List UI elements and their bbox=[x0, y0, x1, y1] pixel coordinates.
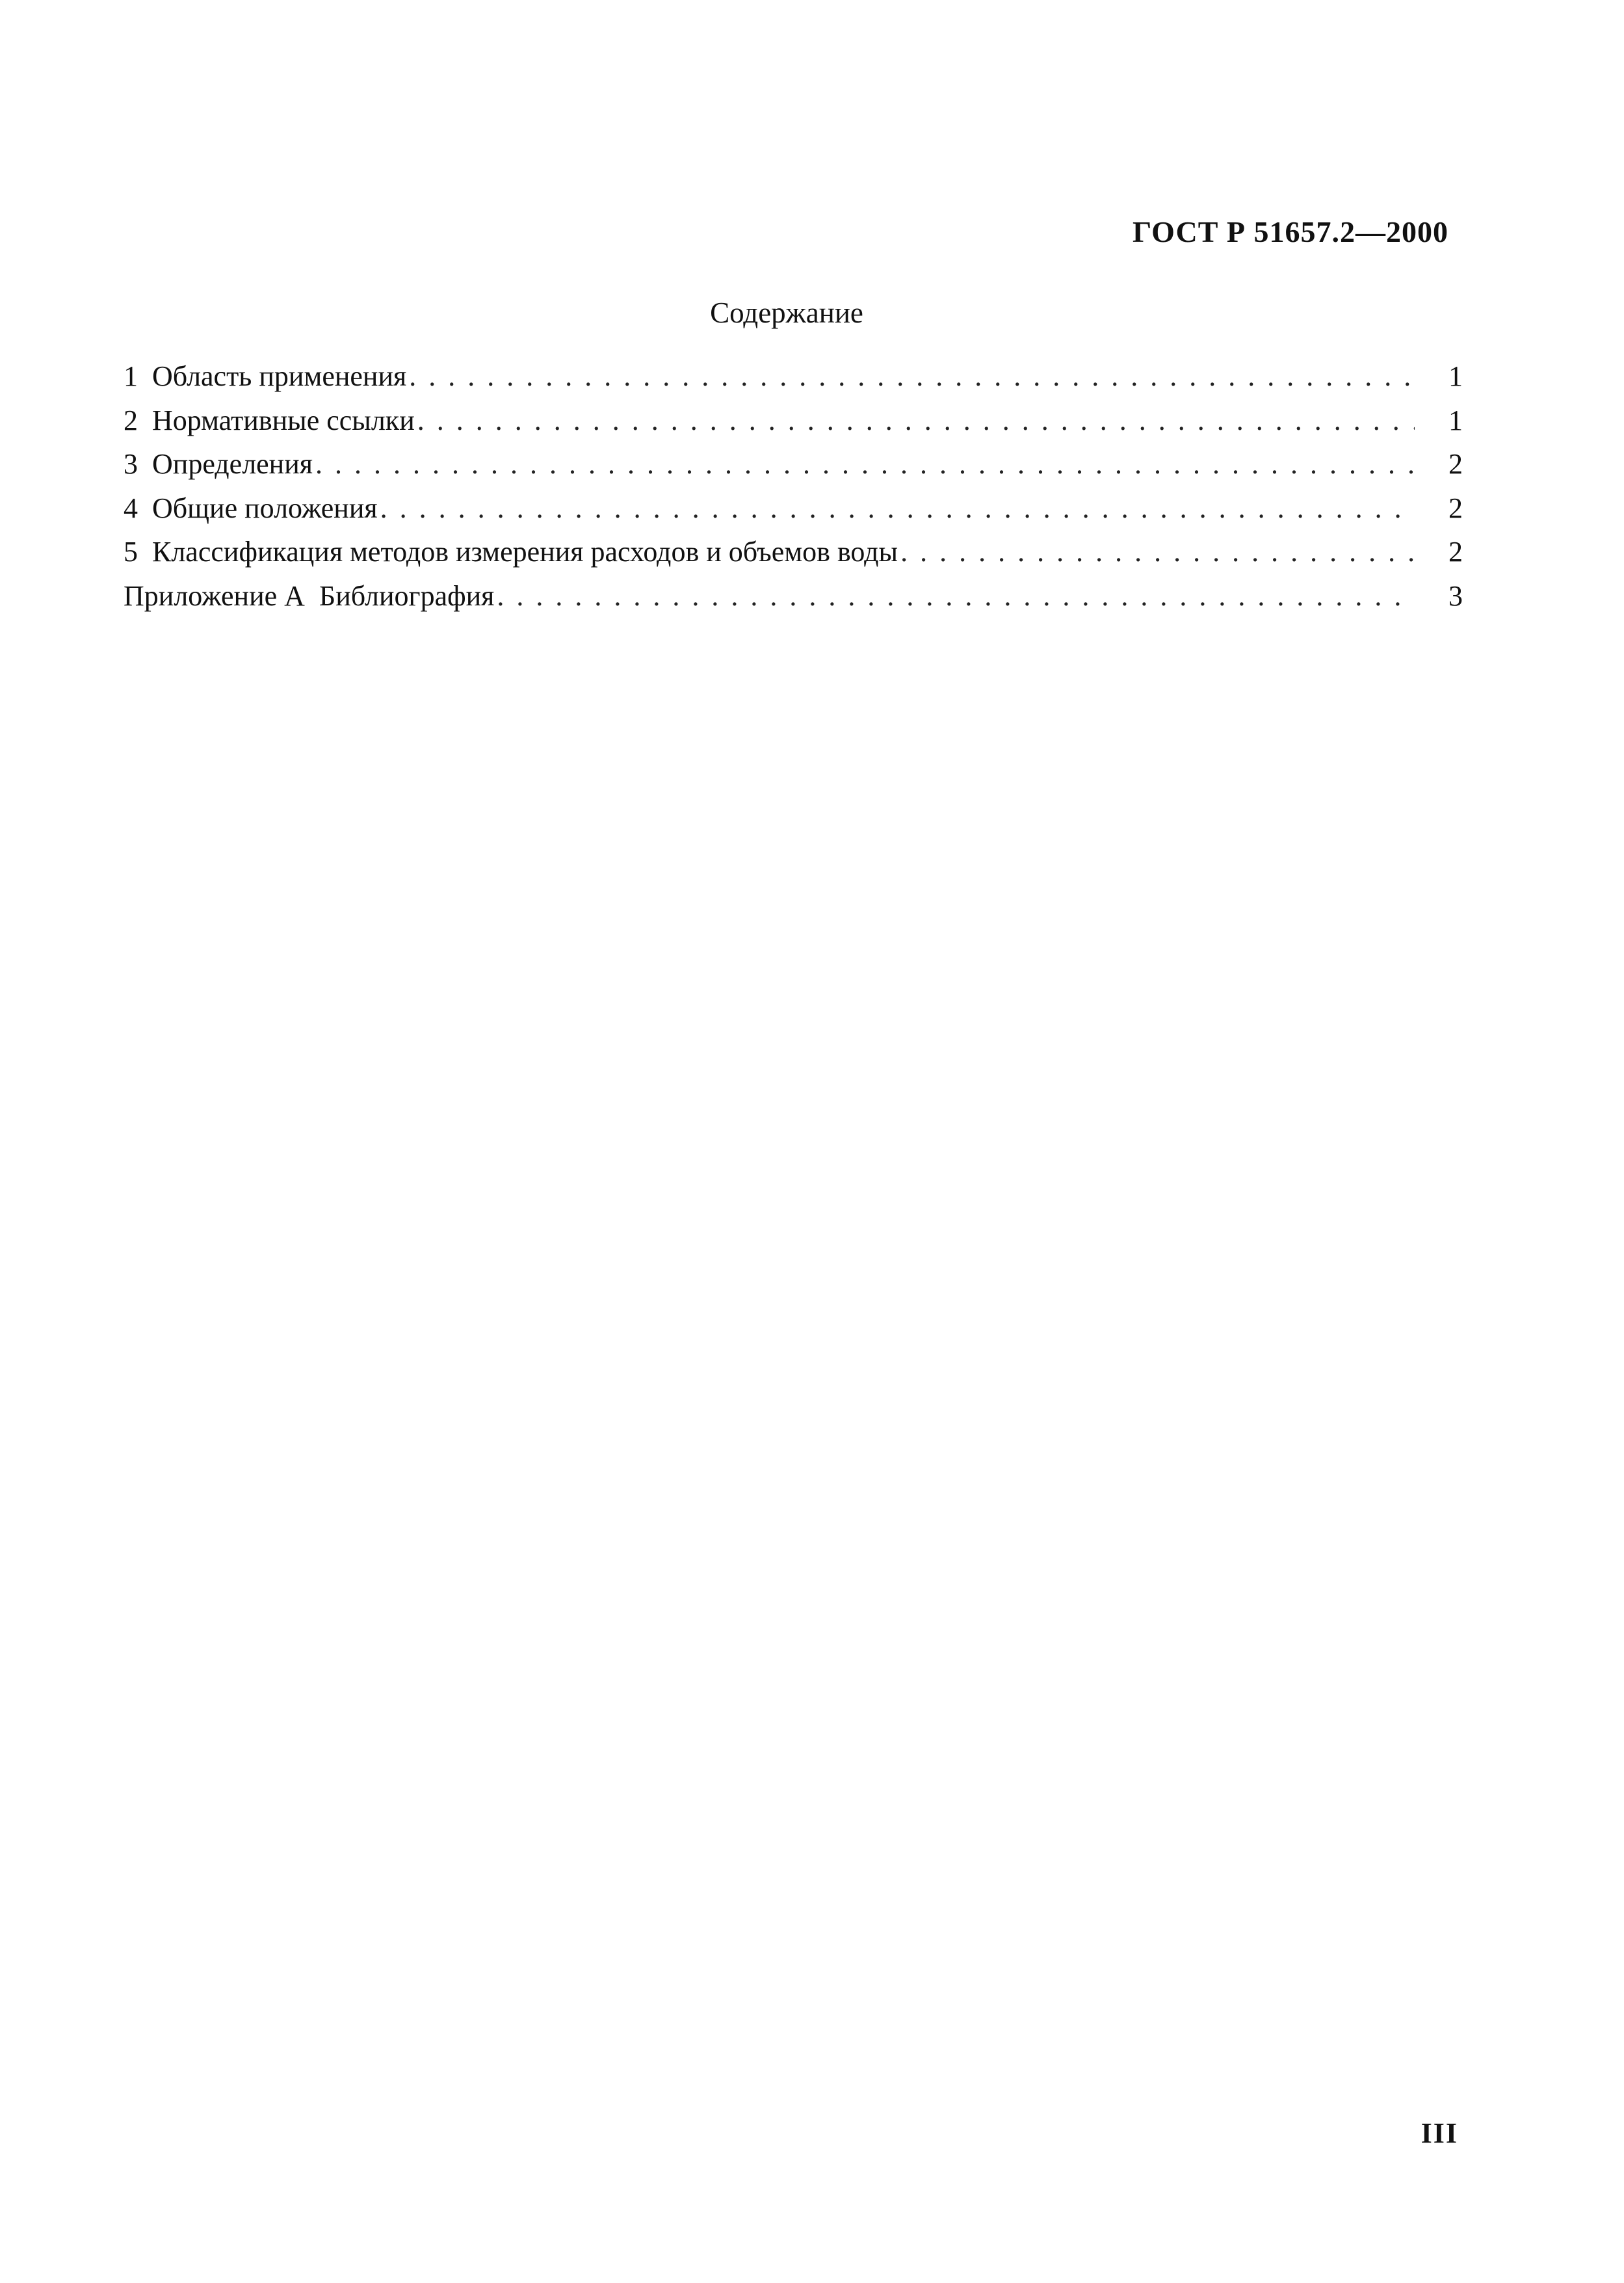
toc-entry-number: 3 bbox=[124, 448, 138, 480]
document-code: ГОСТ Р 51657.2—2000 bbox=[1133, 215, 1448, 248]
toc-entry-page: 3 bbox=[1448, 579, 1463, 612]
toc-entry-page: 1 bbox=[1448, 360, 1463, 392]
toc-entry[interactable] bbox=[124, 399, 1463, 443]
page-number: III bbox=[1421, 2117, 1458, 2149]
toc-entry-title: Приложение А Библиография bbox=[124, 579, 495, 612]
dot-leader bbox=[417, 399, 1415, 443]
dot-leader bbox=[315, 442, 1415, 486]
dot-leader bbox=[497, 574, 1415, 618]
toc-entry-number: 2 bbox=[124, 404, 138, 436]
toc-entry[interactable] bbox=[124, 354, 1463, 399]
toc-entry-title: Определения bbox=[152, 448, 313, 480]
dot-leader bbox=[900, 530, 1415, 574]
dot-leader bbox=[380, 486, 1415, 531]
toc-title: Содержание bbox=[710, 297, 863, 329]
toc-entry-number: 4 bbox=[124, 492, 138, 524]
toc-entry[interactable] bbox=[124, 530, 1463, 574]
toc-entry-title: Общие положения bbox=[152, 492, 378, 524]
toc-entry-title: Нормативные ссылки bbox=[152, 404, 415, 436]
toc-entry-number: 5 bbox=[124, 536, 138, 568]
table-of-contents bbox=[124, 354, 1463, 618]
toc-entry-number: 1 bbox=[124, 360, 138, 392]
toc-entry-page: 2 bbox=[1448, 536, 1463, 568]
toc-entry-page: 2 bbox=[1448, 492, 1463, 524]
dot-leader bbox=[409, 354, 1415, 399]
toc-entry-page: 1 bbox=[1448, 404, 1463, 436]
toc-entry[interactable] bbox=[124, 486, 1463, 531]
toc-entry-appendix[interactable] bbox=[124, 574, 1463, 618]
toc-entry[interactable] bbox=[124, 442, 1463, 486]
toc-entry-title: Классификация методов измерения расходов и объемов воды bbox=[152, 536, 898, 568]
toc-entry-title: Область применения bbox=[152, 360, 407, 392]
toc-entry-page: 2 bbox=[1448, 448, 1463, 480]
